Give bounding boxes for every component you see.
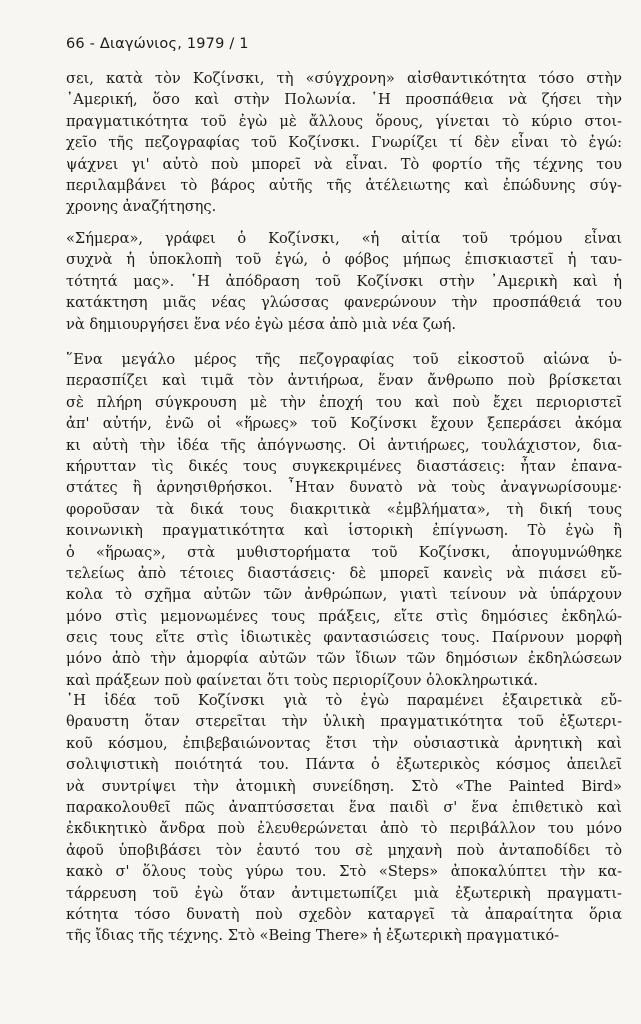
text-line: κοῦ κόσμου, ἐπιβεβαιώνοντας ἔτσι τὴν οὐσιαστικὰ ἀρνητικὴ καὶ	[66, 734, 622, 752]
text-line: κήρυτταν τὶς δικές τους συγκεκριμένες διαστάσεις: ἦταν ἐπανα-	[66, 457, 622, 475]
text-line: περασπίζει καὶ τιμᾶ τὸν ἀντιήρωα, ἕναν ἄνθρωπο ποὺ βρίσκεται	[66, 372, 622, 390]
text-line: ἐκδικητικὸ ἄνδρα ποὺ ἐλευθερώνεται ἀπὸ τὸ περιβάλλον του μόνο	[66, 820, 622, 838]
text-line: νὰ δημιουργήσει ἕνα νέο ἐγὼ μέσα ἀπὸ μιὰ νέα ζωή.	[66, 315, 457, 333]
text-line: ὁ «ἥρωας», στὰ μυθιστορήματα τοῦ Κοζίνσκι, ἀπογυμνώθηκε	[66, 543, 622, 561]
text-line: ἀφοῦ ὑποβιβάσει τὸν ἑαυτό του σὲ μηχανὴ ποὺ ἀνταποδίδει τὸ	[66, 841, 622, 859]
paragraph-2	[66, 228, 622, 335]
text-line: κότητα τόσο δυνατὴ ποὺ σχεδὸν καταργεῖ τὰ ἀπαραίτητα ὅρια	[66, 905, 622, 923]
text-line: κακὸ σ' ὅλους τοὺς γύρω του. Στὸ «Steps» ἀποκαλύπτει τὴν κα-	[66, 863, 622, 881]
text-line: κι αὐτὴ τὴν ἰδέα τῆς ἀπόγνωσης. Οἱ ἀντιήρωες, τουλάχιστον, δια-	[66, 436, 622, 454]
text-line: τάρρευση τοῦ ἐγὼ ὅταν ἀντιμετωπίζει μιὰ ἐξωτερικὴ πραγματι-	[66, 884, 622, 902]
text-line: «Σήμερα», γράφει ὁ Κοζίνσκι, «ἡ αἰτία τοῦ τρόμου εἶναι	[66, 230, 622, 247]
text-line: σὲ πλήρη σύγκρουση μὲ τὴν ἐποχή του καὶ ποὺ ἔχει περιοριστεῖ	[66, 393, 622, 411]
text-line: στάτες ἢ ἀρνησιθρήσκοι. ῏Ηταν δυνατὸ νὰ τοὺς ἀναγνωρίσουμε·	[66, 479, 622, 497]
text-line: πραγματικότητα τοῦ ἐγὼ μὲ ἄλλους ὅρους, γίνεται τὸ κύριο στοι-	[66, 112, 622, 130]
text-line: σει, κατὰ τὸν Κοζίνσκι, τὴ «σύγχρονη» αἰσθαντικότητα τόσο στὴν	[66, 70, 622, 87]
text-line: ῞Ενα μεγάλο μέρος τῆς πεζογραφίας τοῦ εἰκοστοῦ αἰώνα ὑ-	[66, 351, 622, 368]
text-line: ἀπ' αὐτήν, ἐνῶ οἱ «ἥρωες» τοῦ Κοζίνσκι ἔχουν ξεπεράσει ἀκόμα	[66, 415, 622, 433]
text-line: ῾Η ἰδέα τοῦ Κοζίνσκι γιὰ τὸ ἐγὼ παραμένει ἐξαιρετικὰ εὔ-	[66, 692, 622, 709]
text-line: ψάχνει γι' αὐτὸ ποὺ μπορεῖ νὰ εἶναι. Τὸ φορτίο τῆς τέχνης του	[66, 155, 622, 173]
text-line: τῆς ἴδιας τῆς τέχνης. Στὸ «Being There» ἡ ἐξωτερικὴ πραγματικό-	[66, 927, 560, 945]
text-line: μόνο στὶς μεμονωμένες τους πράξεις, εἴτε στὶς δημόσιες ἐκδηλώ-	[66, 607, 622, 625]
text-line: συχνὰ ἡ ὑποκλοπὴ τοῦ ἐγώ, ὁ φόβος μήπως ἐπισκιαστεῖ ἡ ταυ-	[66, 251, 622, 269]
text-line: θραυστη ὅταν στερεῖται τὴν ὑλικὴ πραγματικότητα τοῦ ἐξωτερι-	[66, 713, 622, 731]
text-line: νὰ συντρίψει τὴν ἀτομικὴ συνείδηση. Στὸ «The Painted Bird»	[66, 777, 622, 795]
text-line: σεις τους εἴτε στὶς ἰδιωτικὲς φαντασιώσεις τους. Παίρνουν μορφὴ	[66, 629, 622, 647]
text-line: μόνο ἀπὸ τὴν ἀμορφία αὐτῶν τῶν ἴδιων τῶν δημόσιων ἐκδηλώσεων	[66, 650, 622, 668]
page-header: 66 - Διαγώνιος, 1979 / 1	[66, 36, 249, 52]
text-line: περιλαμβάνει τὸ βάρος αὐτῆς τῆς ἀτέλειωτης καὶ ἐπώδυνης σύγ-	[66, 176, 622, 194]
text-line: κολα τὸ σχῆμα αὐτῶν τῶν ἀνθρώπων, γιατὶ τείνουν νὰ ὑπάρχουν	[66, 586, 622, 604]
paragraph-1	[66, 68, 622, 218]
text-line: τότητά μας». ῾Η ἀπόδραση τοῦ Κοζίνσκι στὴν ᾿Αμερικὴ καὶ ἡ	[66, 272, 622, 290]
text-line: καὶ πράξεων ποὺ φαίνεται ὅτι τοὺς περιορίζουν ὁλοκληρωτικά.	[66, 671, 538, 689]
text-line: κατάκτηση μιᾶς νέας γλώσσας φανερώνουν τὴν προσπάθειά του	[66, 294, 622, 312]
text-line: χρονης ἀναζήτησης.	[66, 198, 217, 216]
text-line: παρακολουθεῖ πῶς ἀναπτύσσεται ἕνα παιδὶ σ' ἕνα ἐπιθετικὸ καὶ	[66, 798, 622, 816]
text-line: ᾿Αμερική, ὅσο καὶ στὴν Πολωνία. ῾Η προσπάθεια νὰ ζήσει τὴν	[66, 91, 622, 109]
text-line: φοροῦσαν τὰ δικά τους διακριτικὰ «ἐμβλήματα», τὴ δική τους	[66, 500, 622, 518]
text-line: κοινωνικὴ πραγματικότητα καὶ ἱστορικὴ ἐπίγνωση. Τὸ ἐγὼ ἢ	[66, 522, 622, 540]
paragraph-3	[66, 349, 622, 691]
paragraph-4	[66, 690, 622, 947]
text-line: τελείως ἀπὸ τέτοιες διαστάσεις· δὲ μπορεῖ κανεὶς νὰ πιάσει εὔ-	[66, 564, 622, 582]
text-line: σολιψιστικὴ ποιότητά του. Πάντα ὁ ἐξωτερικὸς κόσμος ἀπειλεῖ	[66, 756, 622, 774]
text-line: χεῖο τῆς πεζογραφίας τοῦ Κοζίνσκι. Γνωρίζει τί δὲν εἶναι τὸ ἐγώ:	[66, 134, 622, 152]
